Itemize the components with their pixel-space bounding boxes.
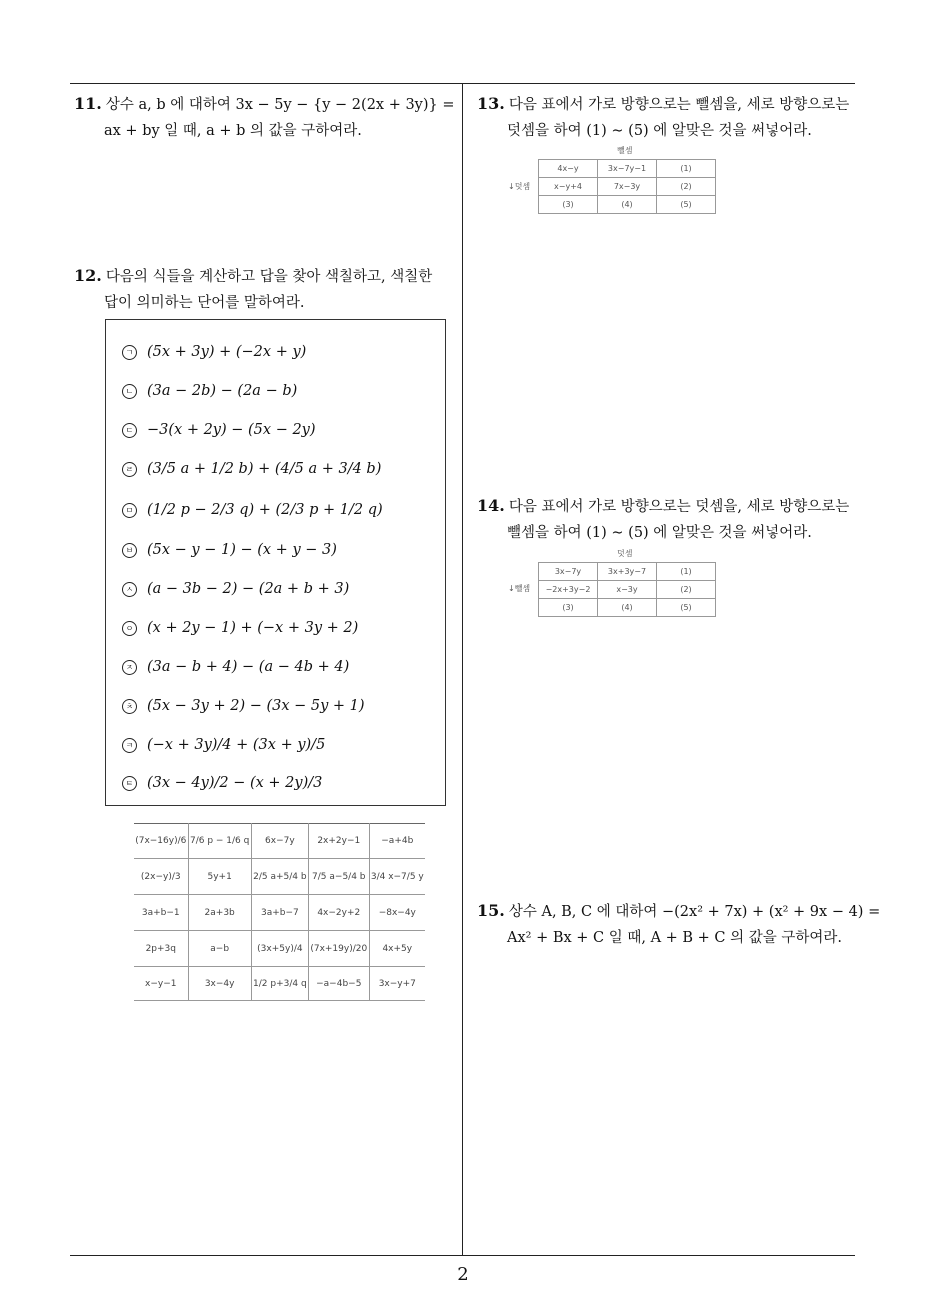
circled-mark: ㅇ <box>122 621 137 636</box>
problem-14-line-1 <box>477 493 862 520</box>
expression-box <box>105 319 446 806</box>
table-cell: x−3y <box>598 581 657 599</box>
expression-item <box>122 659 349 675</box>
table-cell: (1) <box>657 563 716 581</box>
circled-mark: ㅊ <box>122 699 137 714</box>
grid-cell: 5y+1 <box>188 859 251 895</box>
circled-mark: ㄱ <box>122 345 137 360</box>
expression-item <box>122 344 306 360</box>
circled-mark: ㅅ <box>122 582 137 597</box>
table-cell: 3x+3y−7 <box>598 563 657 581</box>
table-cell: (1) <box>657 160 716 178</box>
grid-cell: 3a+b−1 <box>134 895 188 931</box>
expression-text: (5x + 3y) + (−2x + y) <box>147 344 307 360</box>
expression-text: (5x − 3y + 2) − (3x − 5y + 1) <box>147 698 365 714</box>
table-cell: 7x−3y <box>598 178 657 196</box>
expression-text: (a − 3b − 2) − (2a + b + 3) <box>147 581 350 597</box>
grid-cell: 2x+2y−1 <box>308 824 369 859</box>
table-row <box>539 563 716 581</box>
expression-text: (5x − y − 1) − (x + y − 3) <box>147 542 337 558</box>
expression-text: −3(x + 2y) − (5x − 2y) <box>147 422 316 438</box>
problem-14 <box>477 493 862 546</box>
table-cell: (5) <box>657 196 716 214</box>
table-cell: (5) <box>657 599 716 617</box>
problem-14-line-2: 뺄셈을 하여 (1) ∼ (5) 에 알맞은 것을 써넣어라. <box>507 525 812 541</box>
expression-item <box>122 581 349 597</box>
table-side-label: ↓뺄셈 <box>508 584 531 593</box>
expression-item <box>122 620 358 636</box>
table-cell: (4) <box>598 196 657 214</box>
grid-cell: 6x−7y <box>251 824 308 859</box>
table-cell: 3x−7y <box>539 563 598 581</box>
problem-13-line-1 <box>477 91 862 118</box>
table-cell: 3x−7y−1 <box>598 160 657 178</box>
table-top-label: 덧셈 <box>617 549 633 558</box>
grid-cell: a−b <box>188 931 251 967</box>
problem-number: 14. <box>477 496 505 515</box>
problem-number: 11. <box>74 94 102 113</box>
circled-mark: ㅋ <box>122 738 137 753</box>
grid-cell: (7x−16y)/6 <box>134 824 188 859</box>
addition-subtraction-table <box>538 562 716 617</box>
table-row <box>539 160 716 178</box>
table-row <box>539 599 716 617</box>
problem-12-line-2: 답이 의미하는 단어를 말하여라. <box>104 295 305 311</box>
grid-cell: x−y−1 <box>134 967 188 1001</box>
grid-cell: 3a+b−7 <box>251 895 308 931</box>
table-cell: (4) <box>598 599 657 617</box>
column-divider <box>462 83 463 1256</box>
expression-text: (3a − b + 4) − (a − 4b + 4) <box>147 659 350 675</box>
problem-13 <box>477 91 862 144</box>
subtraction-addition-table <box>538 159 716 214</box>
expression-text: (3/5 a + 1/2 b) + (4/5 a + 3/4 b) <box>147 461 382 477</box>
grid-cell: 7/5 a−5/4 b <box>308 859 369 895</box>
grid-cell: −a+4b <box>369 824 425 859</box>
table-cell: (3) <box>539 196 598 214</box>
table-cell: x−y+4 <box>539 178 598 196</box>
expression-item <box>122 502 383 518</box>
grid-cell: 4x+5y <box>369 931 425 967</box>
expression-text: (1/2 p − 2/3 q) + (2/3 p + 1/2 q) <box>147 502 383 518</box>
problem-13-line-2: 덧셈을 하여 (1) ∼ (5) 에 알맞은 것을 써넣어라. <box>507 123 812 139</box>
table-row <box>134 895 425 931</box>
grid-cell: 3x−4y <box>188 967 251 1001</box>
expression-item <box>122 698 365 714</box>
answer-grid <box>134 823 425 1001</box>
table-cell: (3) <box>539 599 598 617</box>
expression-item <box>122 383 297 399</box>
expression-item <box>122 422 316 438</box>
table-row <box>539 178 716 196</box>
expression-item <box>122 542 337 558</box>
circled-mark: ㅂ <box>122 543 137 558</box>
problem-text: 다음의 식들을 계산하고 답을 찾아 색칠하고, 색칠한 <box>105 269 433 285</box>
grid-cell: 2/5 a+5/4 b <box>251 859 308 895</box>
grid-cell: 1/2 p+3/4 q <box>251 967 308 1001</box>
grid-cell: 3/4 x−7/5 y <box>369 859 425 895</box>
grid-cell: 3x−y+7 <box>369 967 425 1001</box>
problem-text: 상수 A, B, C 에 대하여 −(2x² + 7x) + (x² + 9x − 4) = <box>508 904 881 920</box>
problem-12-line-1 <box>74 263 458 290</box>
table-cell: (2) <box>657 581 716 599</box>
problem-11 <box>74 91 458 144</box>
problem-12 <box>74 263 458 316</box>
grid-cell: (7x+19y)/20 <box>308 931 369 967</box>
problem-15-line-1 <box>477 898 881 925</box>
expression-item <box>122 775 322 791</box>
table-row <box>134 859 425 895</box>
problem-number: 15. <box>477 901 505 920</box>
page-number: 2 <box>457 1264 469 1285</box>
table-row <box>539 196 716 214</box>
expression-text: (x + 2y − 1) + (−x + 3y + 2) <box>147 620 359 636</box>
problem-text: 상수 a, b 에 대하여 3x − 5y − {y − 2(2x + 3y)} = <box>105 97 455 113</box>
table-cell: 4x−y <box>539 160 598 178</box>
grid-cell: 7/6 p − 1/6 q <box>188 824 251 859</box>
table-row <box>134 931 425 967</box>
grid-cell: (2x−y)/3 <box>134 859 188 895</box>
problem-text: 다음 표에서 가로 방향으로는 뺄셈을, 세로 방향으로는 <box>508 97 850 113</box>
grid-cell: 2a+3b <box>188 895 251 931</box>
problem-11-line-1 <box>74 91 458 118</box>
grid-cell: 4x−2y+2 <box>308 895 369 931</box>
problem-15-line-2: Ax² + Bx + C 일 때, A + B + C 의 값을 구하여라. <box>507 930 843 946</box>
expression-text: (−x + 3y)/4 + (3x + y)/5 <box>147 737 326 753</box>
grid-cell: 2p+3q <box>134 931 188 967</box>
grid-cell: (3x+5y)/4 <box>251 931 308 967</box>
expression-item <box>122 461 381 477</box>
grid-cell: −8x−4y <box>369 895 425 931</box>
circled-mark: ㄹ <box>122 462 137 477</box>
expression-item <box>122 737 325 753</box>
problem-number: 12. <box>74 266 102 285</box>
problem-15 <box>477 898 881 951</box>
expression-text: (3a − 2b) − (2a − b) <box>147 383 298 399</box>
table-row <box>134 967 425 1001</box>
circled-mark: ㅁ <box>122 503 137 518</box>
table-row <box>134 824 425 859</box>
table-cell: (2) <box>657 178 716 196</box>
problem-11-line-2: ax + by 일 때, a + b 의 값을 구하여라. <box>104 123 362 139</box>
expression-text: (3x − 4y)/2 − (x + 2y)/3 <box>147 775 323 791</box>
table-row <box>539 581 716 599</box>
bottom-rule <box>70 1255 855 1256</box>
table-side-label: ↓덧셈 <box>508 182 531 191</box>
problem-text: 다음 표에서 가로 방향으로는 덧셈을, 세로 방향으로는 <box>508 499 850 515</box>
table-cell: −2x+3y−2 <box>539 581 598 599</box>
circled-mark: ㄴ <box>122 384 137 399</box>
circled-mark: ㅈ <box>122 660 137 675</box>
circled-mark: ㅌ <box>122 776 137 791</box>
grid-cell: −a−4b−5 <box>308 967 369 1001</box>
problem-number: 13. <box>477 94 505 113</box>
table-top-label: 뺄셈 <box>617 146 633 155</box>
circled-mark: ㄷ <box>122 423 137 438</box>
